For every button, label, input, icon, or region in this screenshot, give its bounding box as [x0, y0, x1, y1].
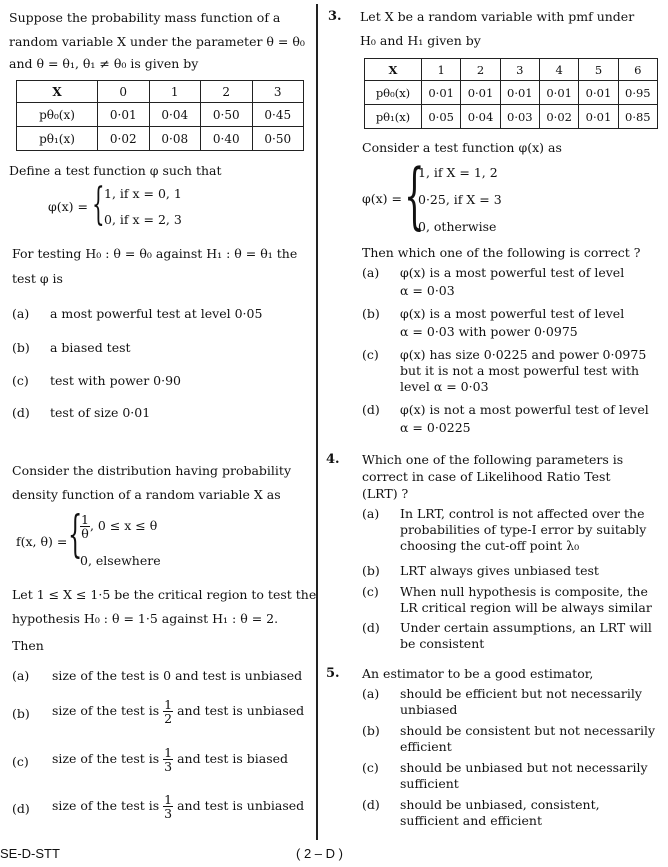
table-cell: 0·01 [579, 81, 618, 105]
q3-question: Then which one of the following is correct ? [362, 245, 641, 260]
option-text: test of size 0·01 [50, 405, 151, 420]
q2-testing-line: For testing H₀ : θ = θ₀ against H₁ : θ = θ₁ the [12, 246, 298, 261]
option-text: but it is not a most powerful test with [400, 363, 640, 378]
qd-f-lhs: f(x, θ) = [16, 534, 68, 549]
option-text: LRT always gives unbiased test [400, 563, 599, 578]
table-cell: 0·08 [149, 127, 201, 151]
brace: { [68, 505, 83, 563]
q3-phi-case: 0, otherwise [418, 219, 497, 234]
fraction: $\frac{1}{3}$ [164, 745, 173, 774]
option-text: level α = 0·03 [400, 379, 489, 394]
option-text: should be efficient but not necessarily [400, 686, 642, 701]
option-text: size of the test is 0 and test is unbiased [52, 668, 303, 683]
table-row-label: pθ₀(x) [365, 81, 422, 105]
fraction: $\frac{1}{3}$ [164, 792, 173, 821]
qd-case-2: 0, elsewhere [80, 553, 161, 568]
table-cell: 0·50 [252, 127, 304, 151]
option-text: α = 0·0225 [400, 420, 471, 435]
q3-phi-case: 1, if X = 1, 2 [418, 165, 498, 180]
brace: { [404, 153, 425, 237]
option-label: (a) [362, 686, 380, 701]
table-cell: 0·05 [422, 105, 461, 129]
qd-region-line: hypothesis H₀ : θ = 1·5 against H₁ : θ = 2. [12, 611, 279, 626]
q4-intro-line: Which one of the following parameters is [362, 452, 624, 467]
table-cell: 0·45 [252, 103, 304, 127]
table-cell: 0·02 [539, 105, 578, 129]
table-header-cell: 3 [252, 81, 304, 103]
table-row-label: pθ₀(x) [17, 103, 98, 127]
q2-intro-line: Suppose the probability mass function of a [9, 10, 281, 25]
option-text: choosing the cut-off point λ₀ [400, 538, 580, 553]
qd-intro-line: Consider the distribution having probability [12, 463, 292, 478]
table-cell: 0·50 [201, 103, 253, 127]
option-label: (b) [12, 706, 30, 721]
table-cell: 0·04 [149, 103, 201, 127]
option-label: (d) [362, 797, 380, 812]
option-label: (a) [12, 306, 30, 321]
q2-pmf-table [16, 80, 304, 151]
table-cell: 0·40 [201, 127, 253, 151]
table-cell: 0·01 [500, 81, 539, 105]
q2-phi-lhs: φ(x) = [48, 199, 89, 214]
option-label: (a) [12, 668, 30, 683]
option-label: (c) [12, 373, 29, 388]
table-cell: 0·01 [461, 81, 500, 105]
fraction: $\frac{1}{\theta}$ [81, 512, 89, 541]
table-header-cell: 2 [461, 59, 500, 81]
option-text: probabilities of type-I error by suitably [400, 522, 647, 537]
q3-phi-lhs: φ(x) = [362, 191, 403, 206]
option-text: size of the test is $\frac{1}{2}$ and test is unbiased [52, 697, 305, 726]
table-row [17, 127, 304, 151]
option-text: should be unbiased but not necessarily [400, 760, 648, 775]
option-label: (b) [362, 563, 380, 578]
table-cell: 0·04 [461, 105, 500, 129]
option-label: (c) [362, 347, 379, 362]
table-header-cell: X [17, 81, 98, 103]
table-row [365, 81, 658, 105]
fraction: $\frac{1}{2}$ [164, 697, 173, 726]
table-header-cell: 1 [422, 59, 461, 81]
q3-intro-line: H₀ and H₁ given by [360, 33, 481, 48]
q2-define: Define a test function φ such that [9, 163, 222, 178]
q5-intro: An estimator to be a good estimator, [362, 666, 594, 681]
option-text: sufficient and efficient [400, 813, 543, 828]
question-number: 4. [326, 452, 340, 467]
option-text: φ(x) has size 0·0225 and power 0·0975 [400, 347, 647, 362]
table-cell: 0·01 [98, 103, 150, 127]
footer-code: SE-D-STT [0, 846, 60, 861]
brace: { [92, 179, 105, 230]
q2-intro-line: random variable X under the parameter θ = θ₀ [9, 34, 305, 49]
option-text: a biased test [50, 340, 131, 355]
option-text: size of the test is $\frac{1}{3}$ and test is unbiased [52, 792, 305, 821]
option-text: φ(x) is a most powerful test of level [400, 265, 625, 280]
table-header-cell: 2 [201, 81, 253, 103]
qd-case-1: $\frac{1}{\theta}$ , 0 ≤ x ≤ θ [81, 512, 158, 541]
table-row [365, 105, 658, 129]
option-label: (b) [12, 340, 30, 355]
option-label: (c) [362, 760, 379, 775]
option-text: φ(x) is not a most powerful test of level [400, 402, 649, 417]
table-cell: 0·01 [579, 105, 618, 129]
option-text: should be unbiased, consistent, [400, 797, 600, 812]
option-text: should be consistent but not necessarily [400, 723, 656, 738]
option-label: (d) [12, 801, 30, 816]
q3-consider: Consider a test function φ(x) as [362, 140, 562, 155]
option-text: LR critical region will be always similar [400, 600, 652, 615]
table-cell: 0·95 [618, 81, 657, 105]
table-header-cell: 3 [500, 59, 539, 81]
table-row-label: pθ₁(x) [365, 105, 422, 129]
question-number: 3. [328, 9, 342, 24]
footer-page-number: ( 2 – D ) [296, 846, 343, 861]
table-cell: 0·85 [618, 105, 657, 129]
q3-pmf-table [364, 58, 658, 129]
table-cell: 0·01 [539, 81, 578, 105]
option-label: (d) [12, 405, 30, 420]
option-label: (b) [362, 723, 380, 738]
column-divider [316, 4, 318, 840]
q3-phi-case: 0·25, if X = 3 [418, 192, 502, 207]
option-text: size of the test is $\frac{1}{3}$ and test is biased [52, 745, 289, 774]
q2-testing-line: test φ is [12, 271, 63, 286]
q4-intro-line: correct in case of Likelihood Ratio Test [362, 469, 611, 484]
option-text: sufficient [400, 776, 459, 791]
option-label: (b) [362, 306, 380, 321]
option-text: When null hypothesis is composite, the [400, 584, 648, 599]
qd-region-line: Let 1 ≤ X ≤ 1·5 be the critical region to test the [12, 587, 317, 602]
option-text: be consistent [400, 636, 485, 651]
table-cell: 0·02 [98, 127, 150, 151]
option-text: α = 0·03 with power 0·0975 [400, 324, 578, 339]
option-label: (d) [362, 620, 380, 635]
option-text: In LRT, control is not affected over the [400, 506, 645, 521]
option-text: efficient [400, 739, 452, 754]
question-number: 5. [326, 666, 340, 681]
q4-intro-line: (LRT) ? [362, 486, 409, 501]
option-label: (c) [362, 584, 379, 599]
table-cell: 0·03 [500, 105, 539, 129]
option-text: a most powerful test at level 0·05 [50, 306, 263, 321]
table-header-cell: X [365, 59, 422, 81]
option-text: unbiased [400, 702, 458, 717]
q3-intro-line: Let X be a random variable with pmf under [360, 9, 635, 24]
option-text: Under certain assumptions, an LRT will [400, 620, 652, 635]
q2-phi-case: 1, if x = 0, 1 [104, 186, 182, 201]
qd-intro-line: density function of a random variable X as [12, 487, 281, 502]
table-row-label: pθ₁(x) [17, 127, 98, 151]
table-header-cell: 6 [618, 59, 657, 81]
option-label: (a) [362, 506, 380, 521]
table-header-cell: 1 [149, 81, 201, 103]
qd-region-line: Then [12, 638, 44, 653]
table-header-cell: 4 [539, 59, 578, 81]
table-header-cell: 5 [579, 59, 618, 81]
table-row [17, 103, 304, 127]
table-header-cell: 0 [98, 81, 150, 103]
q2-intro-line: and θ = θ₁, θ₁ ≠ θ₀ is given by [9, 56, 199, 71]
option-label: (c) [12, 754, 29, 769]
option-text: φ(x) is a most powerful test of level [400, 306, 625, 321]
table-cell: 0·01 [422, 81, 461, 105]
option-text: α = 0·03 [400, 283, 455, 298]
option-text: test with power 0·90 [50, 373, 181, 388]
q2-phi-case: 0, if x = 2, 3 [104, 212, 182, 227]
option-label: (d) [362, 402, 380, 417]
option-label: (a) [362, 265, 380, 280]
